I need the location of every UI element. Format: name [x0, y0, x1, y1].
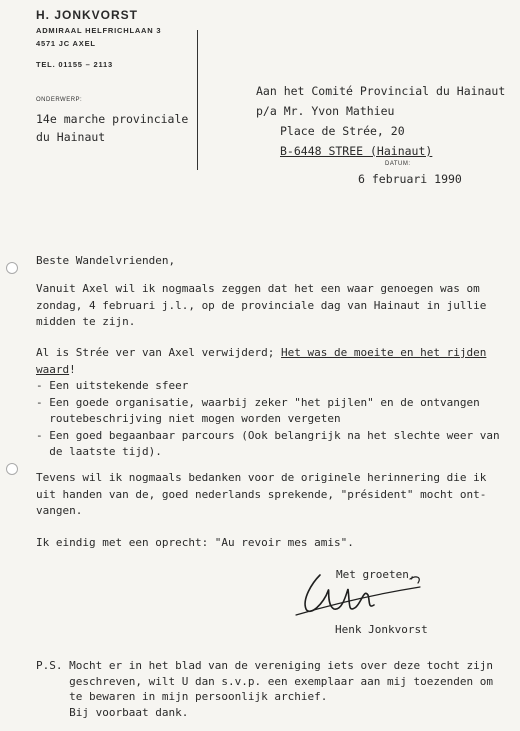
paragraph-4: Ik eindig met een oprecht: "Au revoir mes amis". [36, 536, 354, 549]
bullet-item: - Een uitstekende sfeer [36, 379, 189, 392]
paragraph-3-line: uit handen van de, goed nederlands sprekende, "président" mocht ont- [36, 487, 487, 501]
subject-label: ONDERWERP: [36, 97, 83, 103]
postscript-line: Bij voorbaat dank. [36, 705, 189, 719]
recipient-line-2: p/a Mr. Yvon Mathieu [256, 104, 395, 118]
postscript-line: te bewaren in mijn persoonlijk archief. [36, 690, 328, 703]
paragraph-2-underlined: Het was de moeite en het rijden [281, 346, 487, 359]
date-value: 6 februari 1990 [358, 172, 462, 186]
paragraph-2-exclamation: ! [69, 362, 76, 376]
sender-name: H. JONKVORST [36, 8, 139, 22]
letterhead-divider [197, 30, 198, 170]
sender-block [36, 8, 161, 69]
subject-line-1: 14e marche provinciale [36, 112, 189, 126]
bullet-item: - Een goede organisatie, waarbij zeker "het pijlen" en de ontvangen [36, 395, 480, 409]
postscript [36, 658, 493, 720]
handwritten-signature [290, 565, 440, 625]
sender-street: ADMIRAAL HELFRICHLAAN 3 [36, 26, 162, 35]
paragraph-1-line: midden te zijn. [36, 315, 136, 328]
paragraph-1-line: zondag, 4 februari j.l., op de provinciale dag van Hainaut in jullie [36, 298, 487, 312]
recipient-line-4: B-6448 STREE (Hainaut) [280, 144, 433, 158]
postscript-line: P.S. Mocht er in het blad van de vereniging iets over deze tocht zijn [36, 659, 493, 672]
paragraph-1 [36, 281, 486, 331]
recipient-line-1: Aan het Comité Provincial du Hainaut [256, 84, 506, 98]
paragraph-2-underlined-end: waard [36, 362, 70, 376]
salutation: Beste Wandelvrienden, [36, 254, 176, 267]
date-label: DATUM: [385, 161, 411, 167]
bullet-item-continuation: routebeschrijving niet mogen worden vergeten [36, 412, 341, 425]
subject-line-2: du Hainaut [36, 130, 106, 144]
sender-telephone: TEL. 01155 – 2113 [36, 60, 113, 69]
signer-name: Henk Jonkvorst [335, 623, 428, 636]
paragraph-2 [36, 345, 500, 461]
subject-block [36, 110, 188, 146]
sender-city: 4571 JC AXEL [36, 39, 96, 48]
closing-greeting: Met groeten, [336, 568, 416, 581]
paragraph-2-text: Al is Strée ver van Axel verwijderd; [36, 346, 282, 359]
paragraph-3-line: vangen. [36, 504, 83, 517]
punch-hole-top [6, 262, 18, 274]
paragraph-3 [36, 470, 486, 520]
recipient-address [256, 81, 505, 161]
punch-hole-bottom [6, 463, 18, 475]
bullet-item: - Een goed begaanbaar parcours (Ook belangrijk na het slechte weer van [36, 428, 500, 442]
postscript-line: geschreven, wilt U dan s.v.p. een exemplaar aan mij toezenden om [36, 674, 493, 688]
recipient-line-3: Place de Strée, 20 [280, 124, 405, 138]
bullet-item-continuation: de laatste tijd). [36, 445, 162, 458]
paragraph-3-line: Tevens wil ik nogmaals bedanken voor de originele herinnering die ik [36, 471, 487, 484]
paragraph-1-line: Vanuit Axel wil ik nogmaals zeggen dat het een waar genoegen was om [36, 282, 480, 295]
